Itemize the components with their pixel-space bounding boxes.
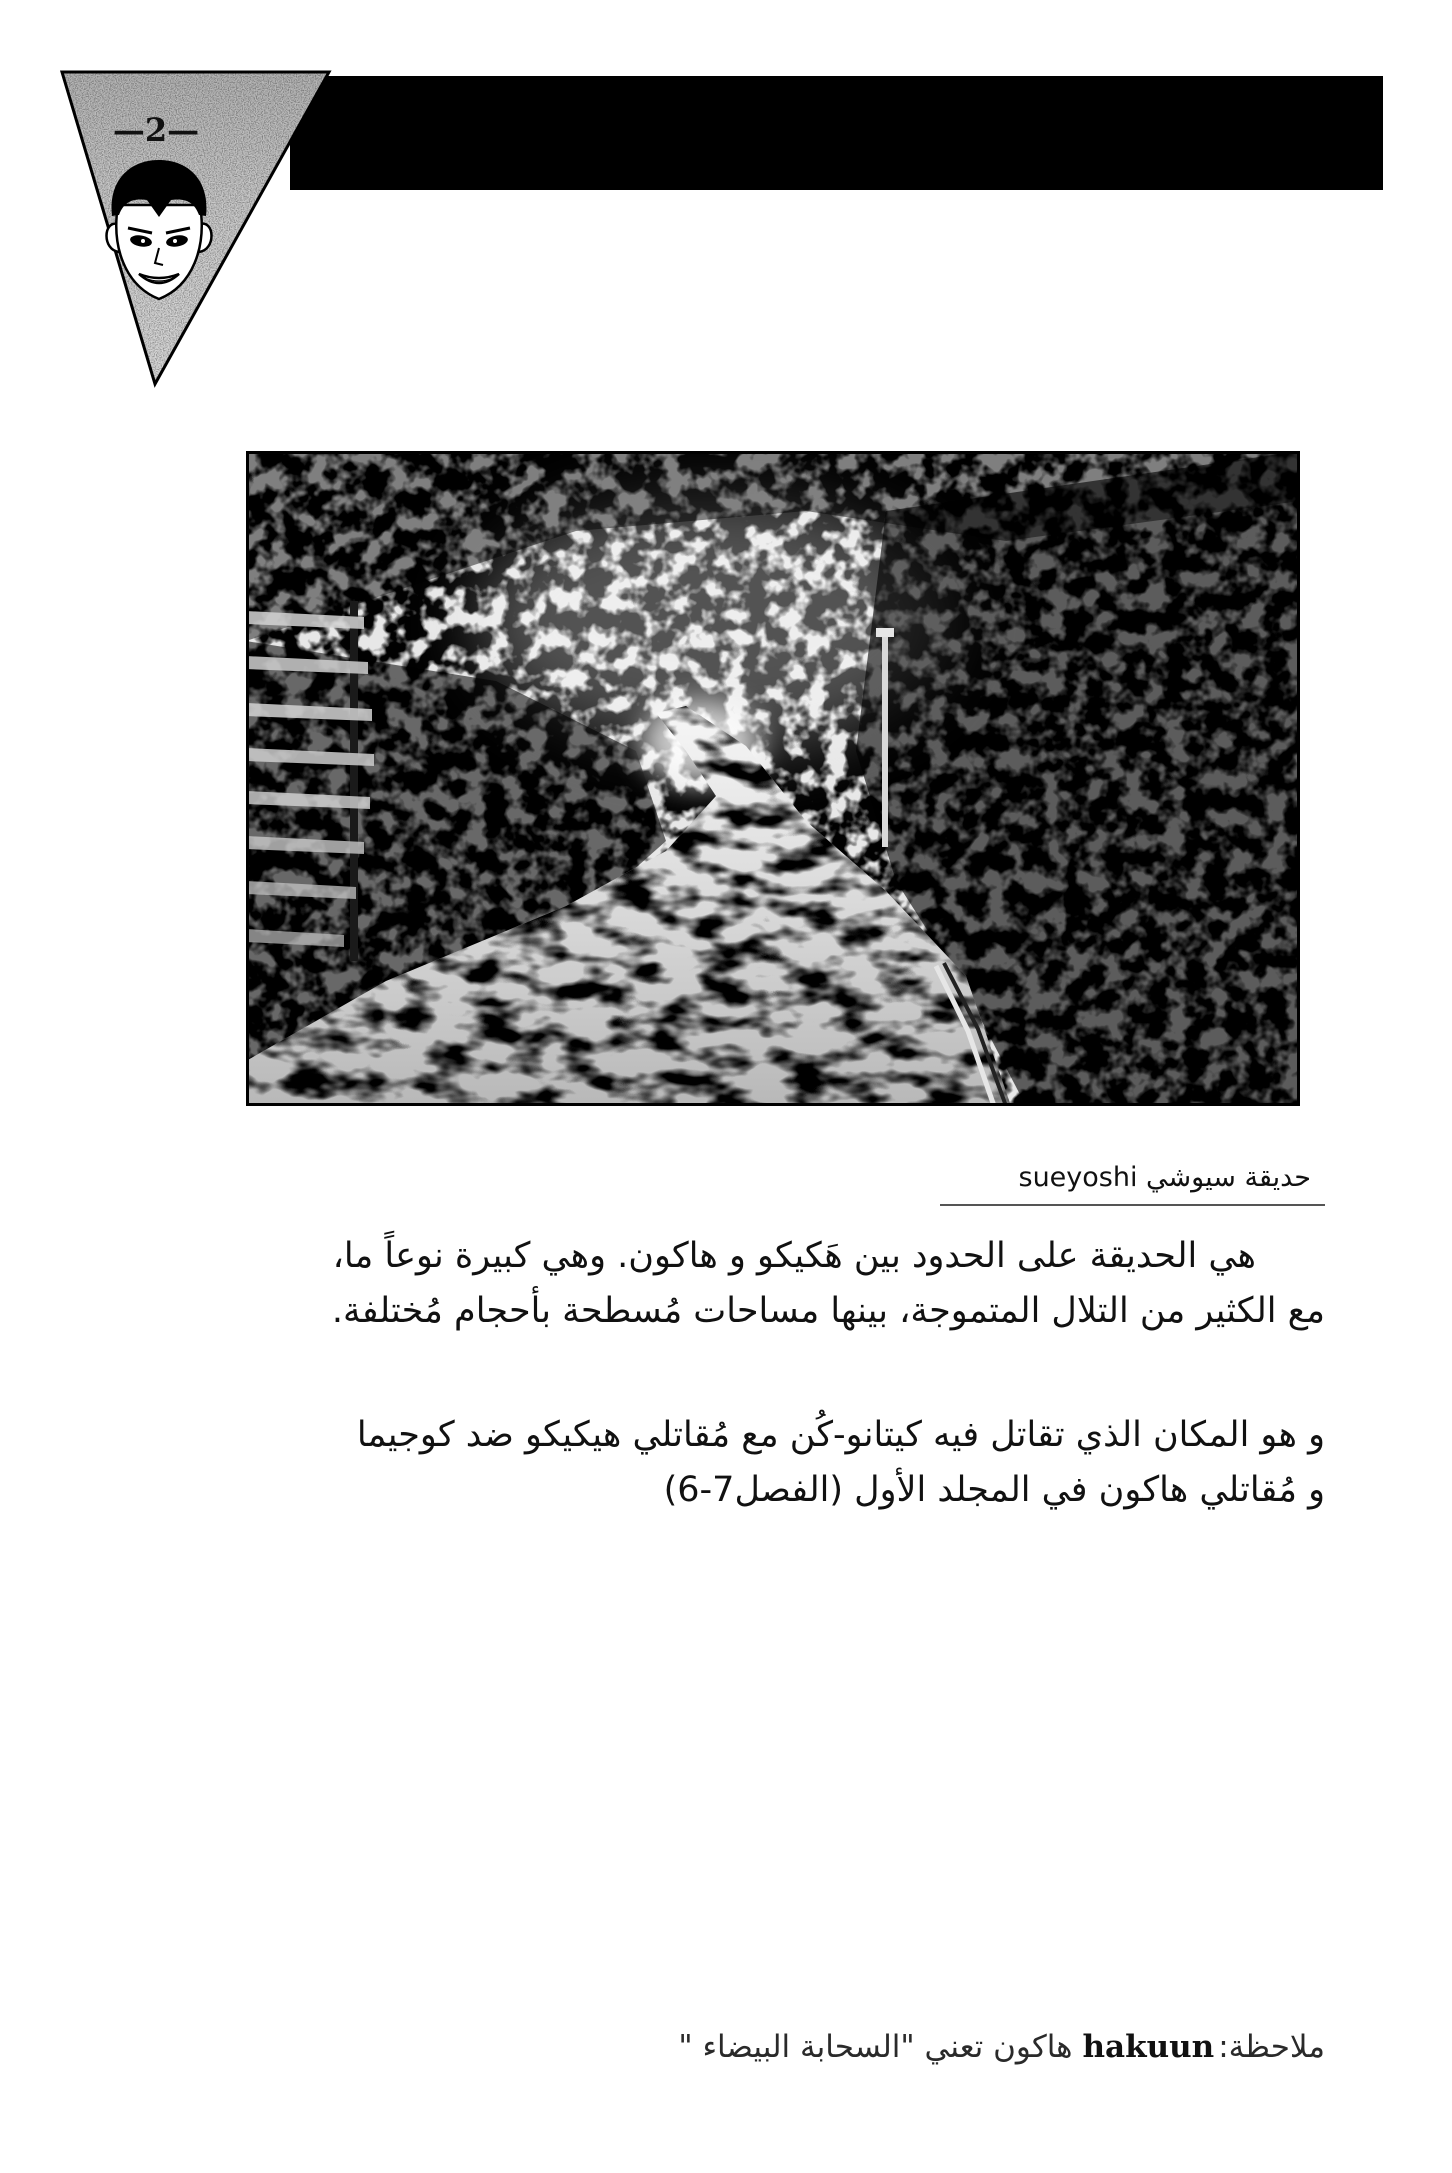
footnote-text: هاكون تعني "السحابة البيضاء ": [678, 2029, 1073, 2065]
footnote-label: ملاحظة:: [1218, 2029, 1325, 2065]
paragraph-line: مع الكثير من التلال المتموجة، بينها مساحات مُسطحة بأحجام مُختلفة.: [331, 1291, 1325, 1331]
caption-underline: [940, 1204, 1325, 1206]
body-paragraph: [145, 1229, 1325, 1339]
page-number: —2—: [112, 111, 200, 149]
face-left-pupil: [141, 239, 145, 243]
page-header: [0, 0, 1452, 400]
paragraph-line: و مُقاتلي هاكون في المجلد الأول (الفصل7-6): [663, 1470, 1325, 1510]
footnote: [678, 2025, 1325, 2069]
paragraph-line: هي الحديقة على الحدود بين هَكيكو و هاكون. وهي كبيرة نوعاً ما،: [332, 1236, 1256, 1276]
header-bar: [290, 76, 1383, 190]
lamp-head: [876, 628, 894, 637]
lamp-pole: [882, 636, 888, 847]
photo-caption: حديقة سيوشي sueyoshi: [1018, 1162, 1311, 1193]
page-badge: [62, 72, 329, 384]
face-right-pupil: [173, 239, 177, 243]
body-paragraph: [145, 1408, 1325, 1518]
fence-post: [350, 601, 358, 961]
photo-frame: [246, 451, 1300, 1106]
footnote-term: hakuun: [1082, 2029, 1215, 2065]
garden-path-photo: [246, 451, 1300, 1106]
paragraph-line: و هو المكان الذي تقاتل فيه كيتانو-كُن مع مُقاتلي هيكيكو ضد كوجيما: [356, 1415, 1325, 1455]
